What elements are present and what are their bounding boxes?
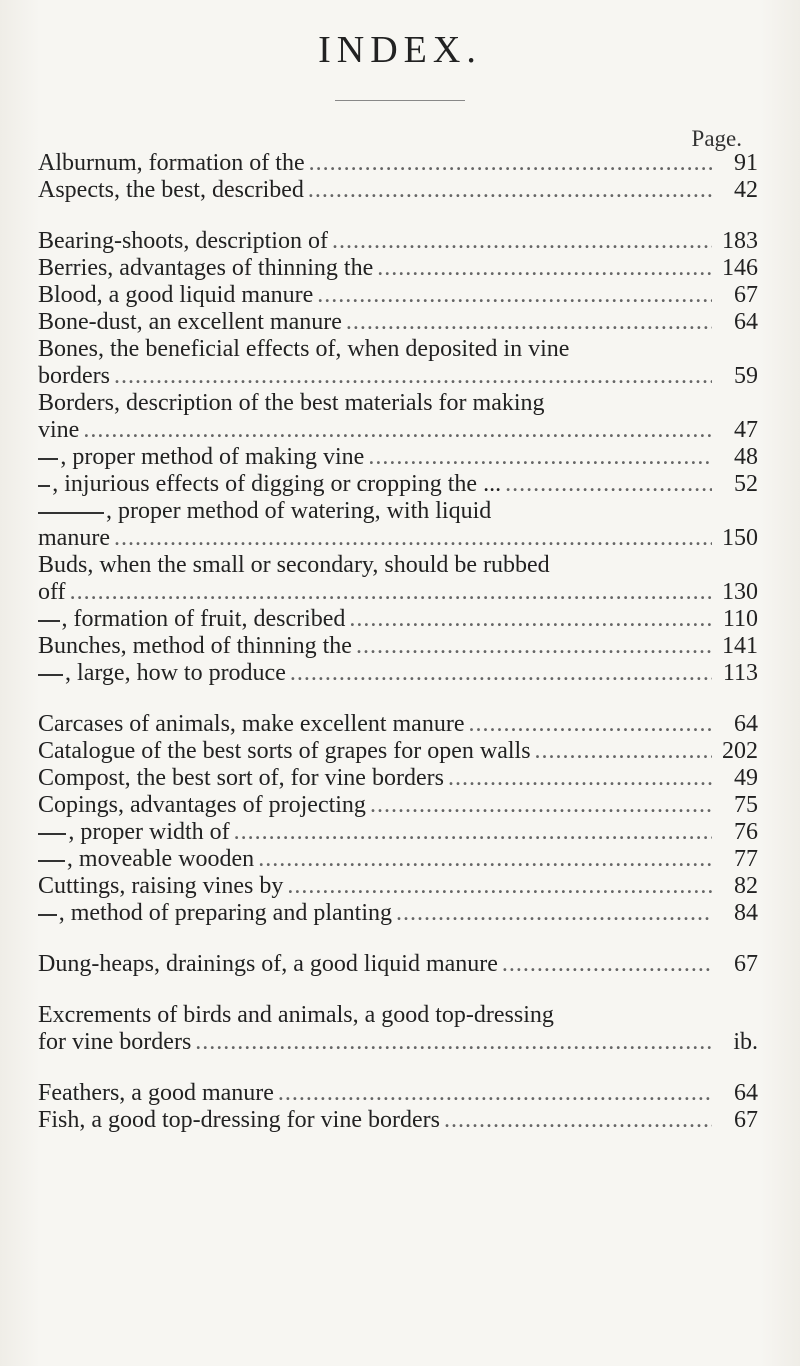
entry-line: [38, 873, 758, 900]
entry-text: , injurious effects of digging or cropping the ...: [52, 471, 502, 497]
entry-line: [38, 660, 758, 687]
dot-leader: [396, 900, 712, 927]
entry-text: Fish, a good top-dressing for vine borders: [38, 1107, 440, 1133]
entry-text: , method of preparing and planting: [58, 900, 392, 926]
entry-text: vine: [38, 417, 80, 443]
entry-text: Bearing-shoots, description of: [38, 228, 328, 254]
entry-first-line: [38, 1002, 758, 1029]
index-entry: [38, 498, 758, 552]
index-entry: [38, 471, 758, 498]
index-entries: [38, 150, 758, 1158]
entry-page-number: 76: [734, 819, 758, 845]
entry-line: [38, 1107, 758, 1134]
entry-page-number: 49: [734, 765, 758, 791]
entry-page-number: 47: [734, 417, 758, 443]
entry-page-number: 110: [722, 606, 758, 632]
index-group: [38, 1002, 758, 1056]
entry-line: [38, 282, 758, 309]
entry-first-line: [38, 390, 758, 417]
entry-text: Borders, description of the best materials for making: [38, 390, 545, 416]
entry-page-number: 84: [734, 900, 758, 926]
entry-text: Bone-dust, an excellent manure: [38, 309, 342, 335]
index-entry: [38, 606, 758, 633]
index-entry: [38, 228, 758, 255]
ditto-dash: [38, 674, 63, 676]
entry-line: [38, 846, 758, 873]
index-group: [38, 711, 758, 927]
entry-line: [38, 471, 758, 498]
ditto-dash: [38, 485, 50, 487]
dot-leader: [258, 846, 712, 873]
dot-leader: [448, 765, 712, 792]
entry-line: [38, 150, 758, 177]
ditto-dash: [38, 458, 58, 460]
index-entry: [38, 552, 758, 606]
entry-page-number: 59: [734, 363, 758, 389]
entry-text: Buds, when the small or secondary, should be rubbed: [38, 552, 550, 578]
index-group: [38, 1080, 758, 1134]
index-entry: [38, 951, 758, 978]
ditto-dash: [38, 860, 65, 862]
index-entry: [38, 819, 758, 846]
ditto-dash: [38, 512, 104, 514]
entry-first-line: [38, 336, 758, 363]
index-entry: [38, 900, 758, 927]
entry-text: Bunches, method of thinning the: [38, 633, 352, 659]
index-entry: [38, 792, 758, 819]
entry-text: Alburnum, formation of the: [38, 150, 305, 176]
entry-line: [38, 819, 758, 846]
dot-leader: [70, 579, 712, 606]
index-entry: [38, 390, 758, 444]
title-rule: [335, 100, 465, 101]
ditto-dash: [38, 833, 66, 835]
dot-leader: [290, 660, 712, 687]
entry-text: Blood, a good liquid manure: [38, 282, 314, 308]
index-entry: [38, 255, 758, 282]
index-group: [38, 150, 758, 204]
entry-line: [38, 525, 758, 552]
entry-line: [38, 711, 758, 738]
entry-text: Bones, the beneficial effects of, when deposited in vine: [38, 336, 570, 362]
dot-leader: [114, 363, 712, 390]
dot-leader: [356, 633, 712, 660]
entry-line: [38, 444, 758, 471]
entry-text: off: [38, 579, 66, 605]
entry-text: , proper width of: [68, 819, 230, 845]
entry-page-number: 48: [734, 444, 758, 470]
entry-line: [38, 363, 758, 390]
entry-page-number: 91: [734, 150, 758, 176]
entry-text: Excrements of birds and animals, a good top-dressing: [38, 1002, 554, 1028]
index-entry: [38, 846, 758, 873]
dot-leader: [309, 150, 712, 177]
entry-page-number: 64: [734, 1080, 758, 1106]
entry-page-number: 183: [722, 228, 758, 254]
entry-page-number: 64: [734, 711, 758, 737]
entry-text: , formation of fruit, described: [61, 606, 346, 632]
entry-line: [38, 792, 758, 819]
entry-text: manure: [38, 525, 110, 551]
entry-page-number: 130: [722, 579, 758, 605]
entry-text: Feathers, a good manure: [38, 1080, 274, 1106]
entry-text: Carcases of animals, make excellent manure: [38, 711, 465, 737]
entry-text: , proper method of watering, with liquid: [106, 498, 492, 524]
index-group: [38, 228, 758, 687]
entry-page-number: 67: [734, 1107, 758, 1133]
entry-page-number: 67: [734, 951, 758, 977]
entry-line: [38, 1080, 758, 1107]
entry-text: , large, how to produce: [65, 660, 286, 686]
entry-line: [38, 738, 758, 765]
entry-text: Cuttings, raising vines by: [38, 873, 284, 899]
entry-text: Copings, advantages of projecting: [38, 792, 366, 818]
entry-page-number: ib.: [733, 1029, 758, 1055]
dot-leader: [468, 711, 712, 738]
entry-line: [38, 606, 758, 633]
ditto-dash: [38, 914, 57, 916]
entry-text: , proper method of making vine: [60, 444, 365, 470]
entry-page-number: 52: [734, 471, 758, 497]
entry-page-number: 75: [734, 792, 758, 818]
entry-page-number: 146: [722, 255, 758, 281]
index-entry: [38, 1002, 758, 1056]
dot-leader: [502, 951, 712, 978]
entry-line: [38, 309, 758, 336]
entry-page-number: 113: [722, 660, 758, 686]
index-entry: [38, 309, 758, 336]
entry-page-number: 82: [734, 873, 758, 899]
dot-leader: [83, 417, 712, 444]
index-entry: [38, 873, 758, 900]
dot-leader: [332, 228, 712, 255]
entry-text: Dung-heaps, drainings of, a good liquid manure: [38, 951, 498, 977]
entry-text: for vine borders: [38, 1029, 192, 1055]
entry-line: [38, 417, 758, 444]
index-entry: [38, 282, 758, 309]
entry-page-number: 141: [722, 633, 758, 659]
dot-leader: [349, 606, 712, 633]
dot-leader: [114, 525, 712, 552]
index-entry: [38, 177, 758, 204]
entry-text: Catalogue of the best sorts of grapes for open walls: [38, 738, 531, 764]
dot-leader: [368, 444, 712, 471]
entry-line: [38, 177, 758, 204]
entry-text: , moveable wooden: [66, 846, 255, 872]
entry-page-number: 77: [734, 846, 758, 872]
entry-line: [38, 951, 758, 978]
entry-line: [38, 579, 758, 606]
index-entry: [38, 738, 758, 765]
dot-leader: [370, 792, 712, 819]
index-entry: [38, 1080, 758, 1107]
dot-leader: [234, 819, 712, 846]
index-entry: [38, 150, 758, 177]
dot-leader: [505, 471, 712, 498]
dot-leader: [278, 1080, 712, 1107]
dot-leader: [346, 309, 712, 336]
entry-text: borders: [38, 363, 110, 389]
dot-leader: [308, 177, 712, 204]
page-column-label: Page.: [691, 126, 742, 151]
index-group: [38, 951, 758, 978]
page-title: INDEX.: [318, 29, 482, 71]
entry-first-line: [38, 498, 758, 525]
entry-line: [38, 228, 758, 255]
index-entry: [38, 765, 758, 792]
entry-page-number: 202: [722, 738, 758, 764]
entry-text: Berries, advantages of thinning the: [38, 255, 374, 281]
entry-text: Compost, the best sort of, for vine borders: [38, 765, 444, 791]
index-entry: [38, 660, 758, 687]
entry-page-number: 67: [734, 282, 758, 308]
entry-line: [38, 765, 758, 792]
dot-leader: [195, 1029, 712, 1056]
dot-leader: [535, 738, 712, 765]
index-entry: [38, 444, 758, 471]
index-entry: [38, 336, 758, 390]
index-entry: [38, 1107, 758, 1134]
entry-first-line: [38, 552, 758, 579]
dot-leader: [317, 282, 712, 309]
dot-leader: [444, 1107, 712, 1134]
entry-line: [38, 900, 758, 927]
entry-line: [38, 1029, 758, 1056]
entry-line: [38, 255, 758, 282]
entry-line: [38, 633, 758, 660]
dot-leader: [287, 873, 712, 900]
entry-page-number: 42: [734, 177, 758, 203]
entry-page-number: 150: [722, 525, 758, 551]
entry-text: Aspects, the best, described: [38, 177, 304, 203]
index-entry: [38, 633, 758, 660]
entry-page-number: 64: [734, 309, 758, 335]
ditto-dash: [38, 620, 60, 622]
index-entry: [38, 711, 758, 738]
dot-leader: [377, 255, 712, 282]
